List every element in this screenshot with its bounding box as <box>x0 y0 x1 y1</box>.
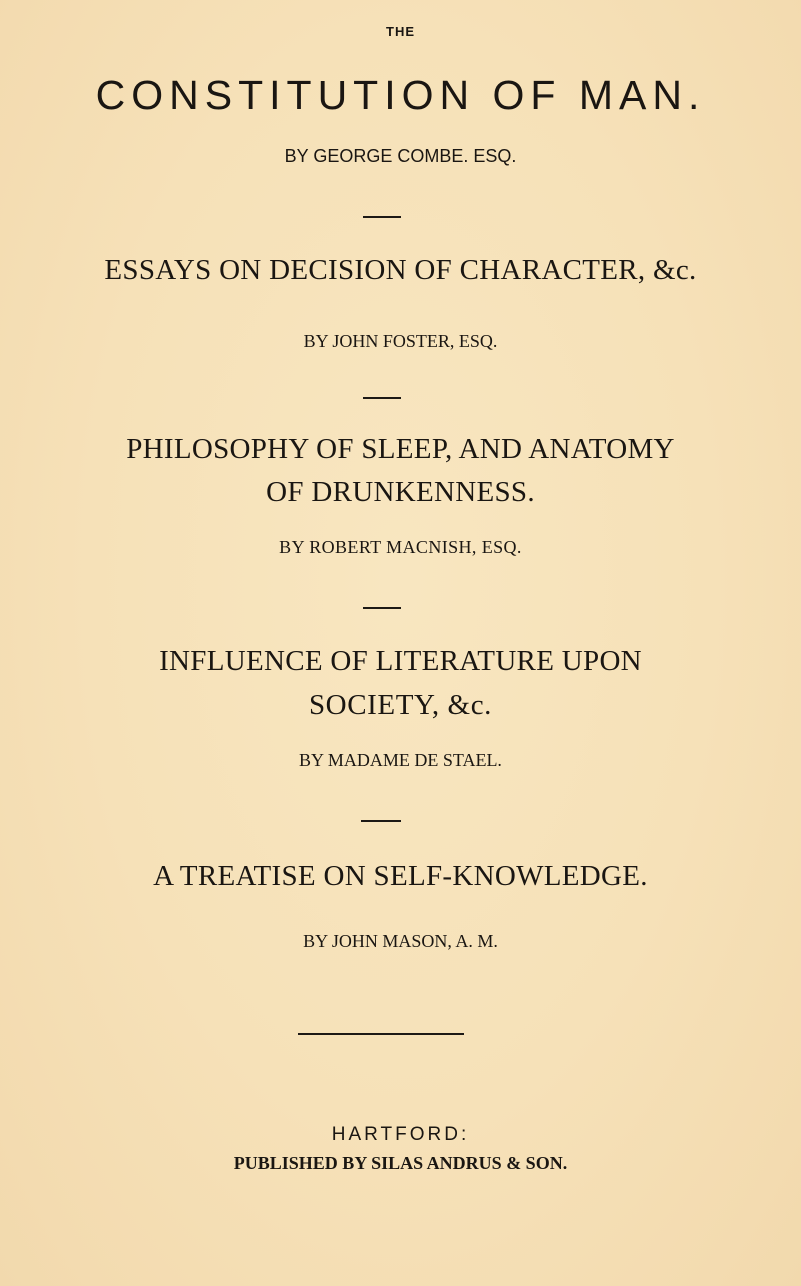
entry-3-title-line-2: SOCIETY, &c. <box>308 689 493 721</box>
entry-3-author: BY MADAME DE STAEL. <box>299 750 502 770</box>
entry-2-author: BY ROBERT MACNISH, ESQ. <box>279 537 522 557</box>
imprint-city: HARTFORD: <box>331 1124 470 1145</box>
entry-1-author: BY JOHN FOSTER, ESQ. <box>303 331 498 351</box>
entry-1-title: ESSAYS ON DECISION OF CHARACTER, &c. <box>104 254 697 286</box>
imprint-publisher: PUBLISHED BY SILAS ANDRUS & SON. <box>233 1153 568 1173</box>
entry-2-title-line-1: PHILOSOPHY OF SLEEP, AND ANATOMY <box>126 433 675 465</box>
entry-3-title-line-1: INFLUENCE OF LITERATURE UPON <box>159 645 642 677</box>
divider-1 <box>363 216 401 218</box>
main-author: BY GEORGE COMBE. ESQ. <box>284 146 517 166</box>
entry-2-title-line-2: OF DRUNKENNESS. <box>266 476 535 508</box>
the-label: THE <box>386 24 415 39</box>
entry-4-title: A TREATISE ON SELF-KNOWLEDGE. <box>153 860 648 892</box>
entry-4-author: BY JOHN MASON, A. M. <box>303 931 498 951</box>
imprint-rule <box>298 1033 464 1035</box>
divider-4 <box>361 820 401 822</box>
main-title: CONSTITUTION OF MAN. <box>95 72 706 118</box>
divider-3 <box>363 607 401 609</box>
divider-2 <box>363 397 401 399</box>
